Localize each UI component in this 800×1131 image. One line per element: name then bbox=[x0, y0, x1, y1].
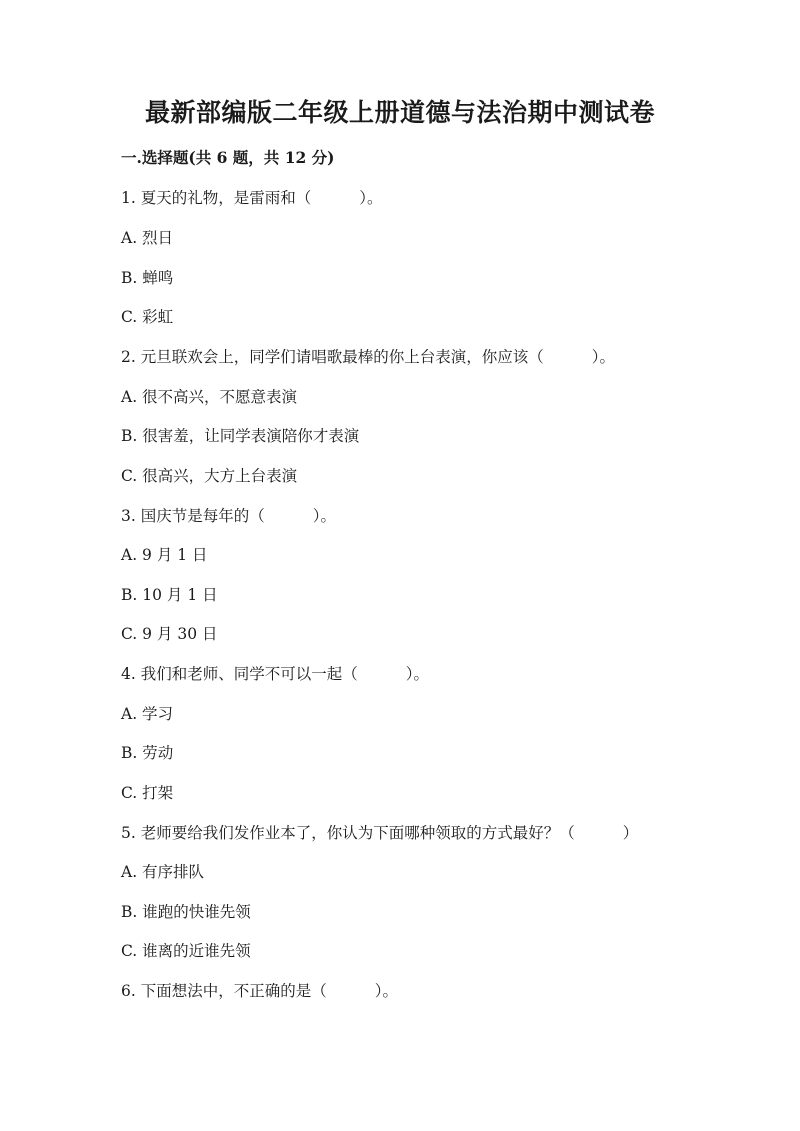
question-stem-text: 3. 国庆节是每年的（ bbox=[121, 507, 265, 525]
question-4-stem bbox=[121, 662, 429, 686]
question-stem-end: ）。 bbox=[374, 982, 398, 1000]
question-stem-end: ）。 bbox=[405, 665, 429, 683]
question-4-option-a: A. 学习 bbox=[121, 705, 174, 723]
question-stem-end: ）。 bbox=[312, 507, 336, 525]
question-4-option-b: B. 劳动 bbox=[121, 744, 174, 762]
question-stem-end: ）。 bbox=[591, 348, 615, 366]
question-stem-text: 6. 下面想法中，不正确的是（ bbox=[121, 982, 327, 1000]
question-stem-text: 5. 老师要给我们发作业本了，你认为下面哪种领取的方式最好？（ bbox=[121, 824, 575, 842]
question-stem-end: ）。 bbox=[359, 189, 383, 207]
question-stem-text: 2. 元旦联欢会上，同学们请唱歌最棒的你上台表演，你应该（ bbox=[121, 348, 544, 366]
question-2-stem bbox=[121, 345, 615, 369]
question-3-option-c: C. 9 月 30 日 bbox=[121, 625, 218, 643]
question-1-option-a: A. 烈日 bbox=[121, 229, 174, 247]
question-1-option-c: C. 彩虹 bbox=[121, 308, 174, 326]
question-5-option-c: C. 谁离的近谁先领 bbox=[121, 942, 251, 960]
question-3-option-a: A. 9 月 1 日 bbox=[121, 546, 208, 564]
question-stem-text: 1. 夏天的礼物，是雷雨和（ bbox=[121, 189, 312, 207]
question-stem-text: 4. 我们和老师、同学不可以一起（ bbox=[121, 665, 358, 683]
question-stem-end: ） bbox=[622, 824, 639, 842]
question-5-option-b: B. 谁跑的快谁先领 bbox=[121, 903, 251, 921]
question-6-stem bbox=[121, 979, 398, 1003]
section-heading: 一.选择题(共 6 题，共 12 分) bbox=[121, 148, 335, 167]
question-5-stem bbox=[121, 821, 638, 845]
question-3-stem bbox=[121, 504, 336, 528]
question-1-option-b: B. 蝉鸣 bbox=[121, 269, 174, 287]
question-4-option-c: C. 打架 bbox=[121, 784, 174, 802]
question-2-option-b: B. 很害羞，让同学表演陪你才表演 bbox=[121, 427, 360, 445]
question-1-stem bbox=[121, 186, 382, 210]
question-3-option-b: B. 10 月 1 日 bbox=[121, 586, 218, 604]
question-2-option-a: A. 很不高兴，不愿意表演 bbox=[121, 388, 298, 406]
question-5-option-a: A. 有序排队 bbox=[121, 863, 205, 881]
page-title: 最新部编版二年级上册道德与法治期中测试卷 bbox=[144, 98, 655, 127]
question-2-option-c: C. 很高兴，大方上台表演 bbox=[121, 467, 298, 485]
